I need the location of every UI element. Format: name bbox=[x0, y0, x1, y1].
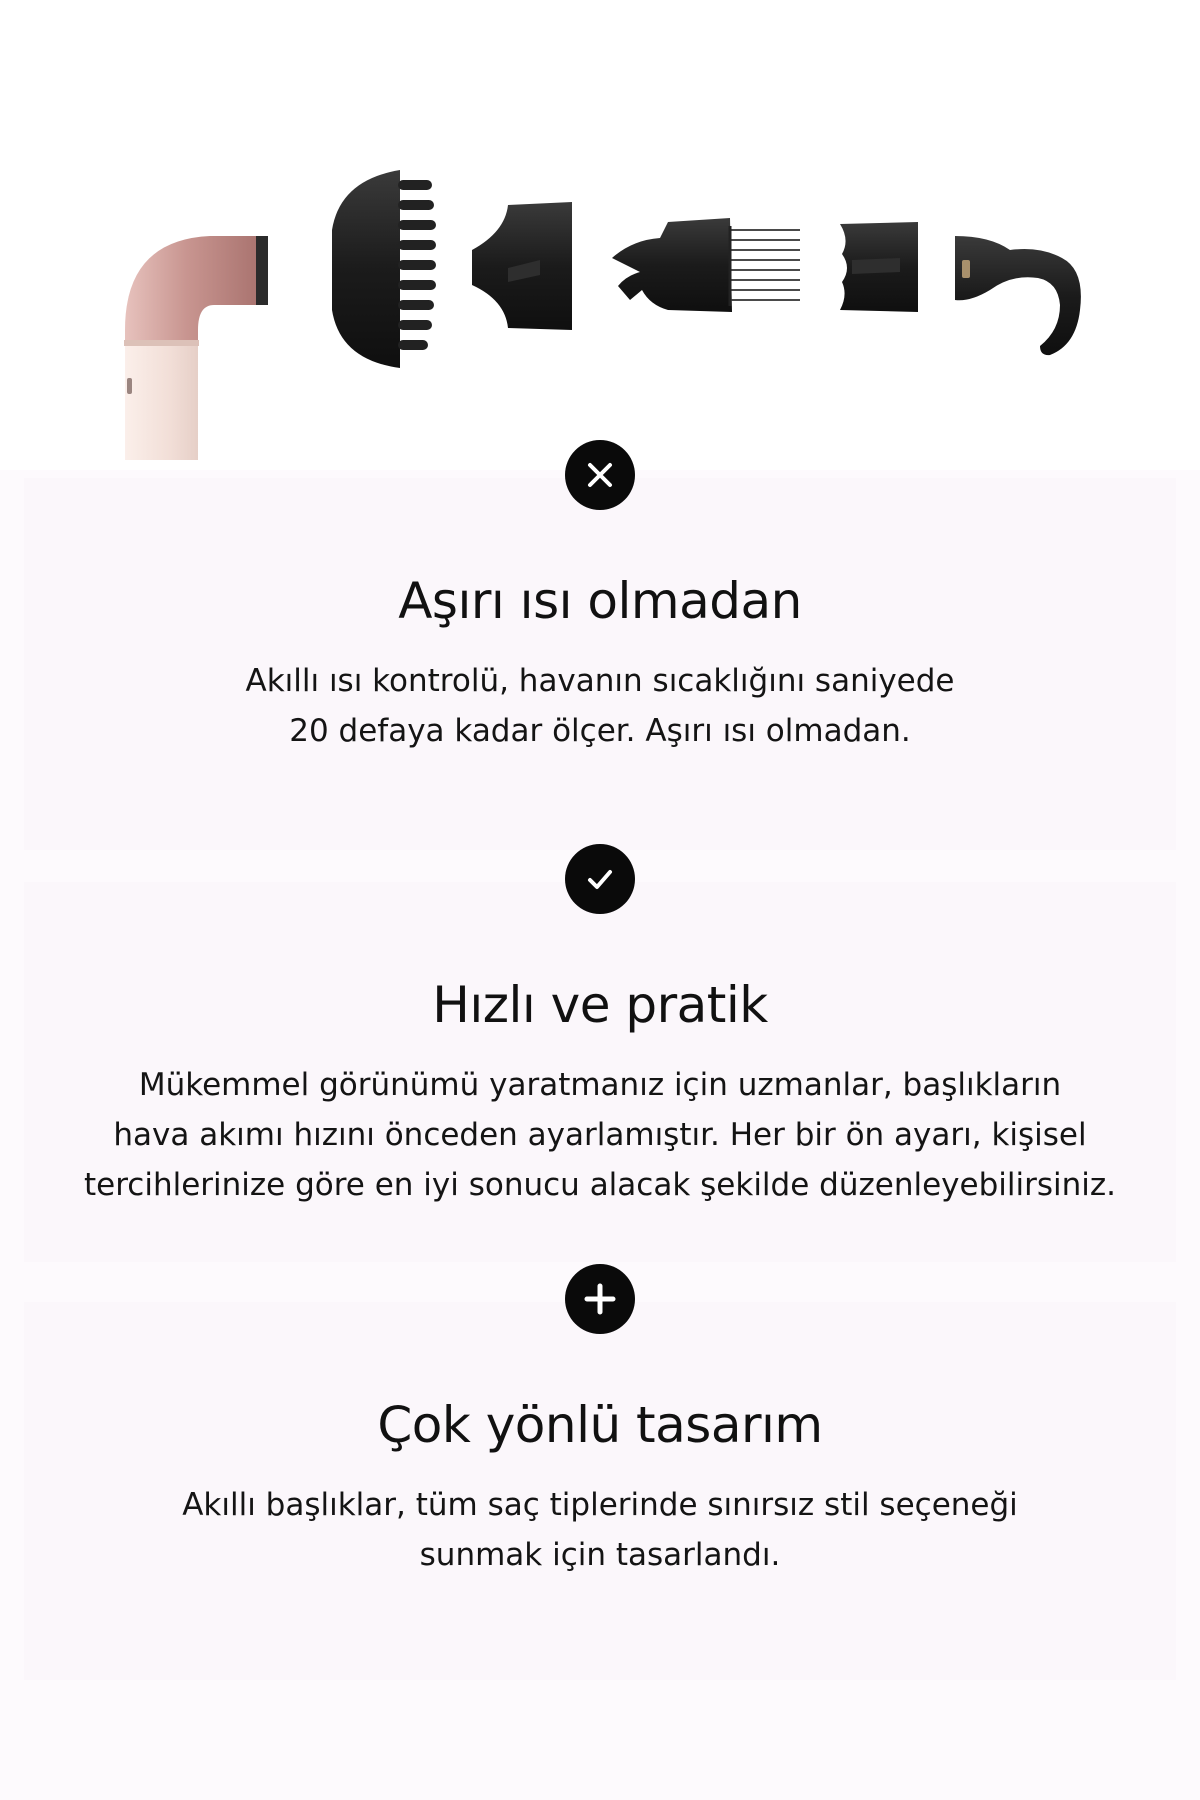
feature-description bbox=[40, 1060, 1160, 1210]
feature-title: Çok yönlü tasarım bbox=[377, 1396, 823, 1454]
hair-dryer-body bbox=[124, 236, 268, 460]
feature-description-line: sunmak için tasarlandı. bbox=[419, 1537, 781, 1573]
feature-description-line: Akıllı ısı kontrolü, havanın sıcaklığını saniyede bbox=[245, 663, 955, 699]
smoothing-nozzle-attachment bbox=[840, 222, 918, 312]
feature-title: Hızlı ve pratik bbox=[432, 976, 768, 1034]
feature-title: Aşırı ısı olmadan bbox=[398, 572, 802, 630]
plus-icon bbox=[565, 1264, 635, 1334]
feature-description bbox=[40, 656, 1160, 756]
close-icon bbox=[565, 440, 635, 510]
feature-description-line: Mükemmel görünümü yaratmanız için uzmanlar, başlıkların bbox=[138, 1067, 1062, 1103]
check-icon bbox=[565, 844, 635, 914]
feature-description-line: 20 defaya kadar ölçer. Aşırı ısı olmadan. bbox=[289, 713, 911, 749]
diffuser-attachment bbox=[332, 170, 436, 368]
concentrator-attachment bbox=[472, 202, 572, 330]
feature-description-line: Akıllı başlıklar, tüm saç tiplerinde sınırsız stil seçeneği bbox=[182, 1487, 1018, 1523]
feature-description-line: hava akımı hızını önceden ayarlamıştır. Her bir ön ayarı, kişisel bbox=[113, 1117, 1087, 1153]
flyaway-attachment bbox=[955, 236, 1081, 355]
feature-description bbox=[40, 1480, 1160, 1580]
feature-description-line: tercihlerinize göre en iyi sonucu alacak şekilde düzenleyebilirsiniz. bbox=[84, 1167, 1116, 1203]
product-attachments-image bbox=[0, 0, 1200, 470]
comb-attachment bbox=[612, 218, 800, 312]
